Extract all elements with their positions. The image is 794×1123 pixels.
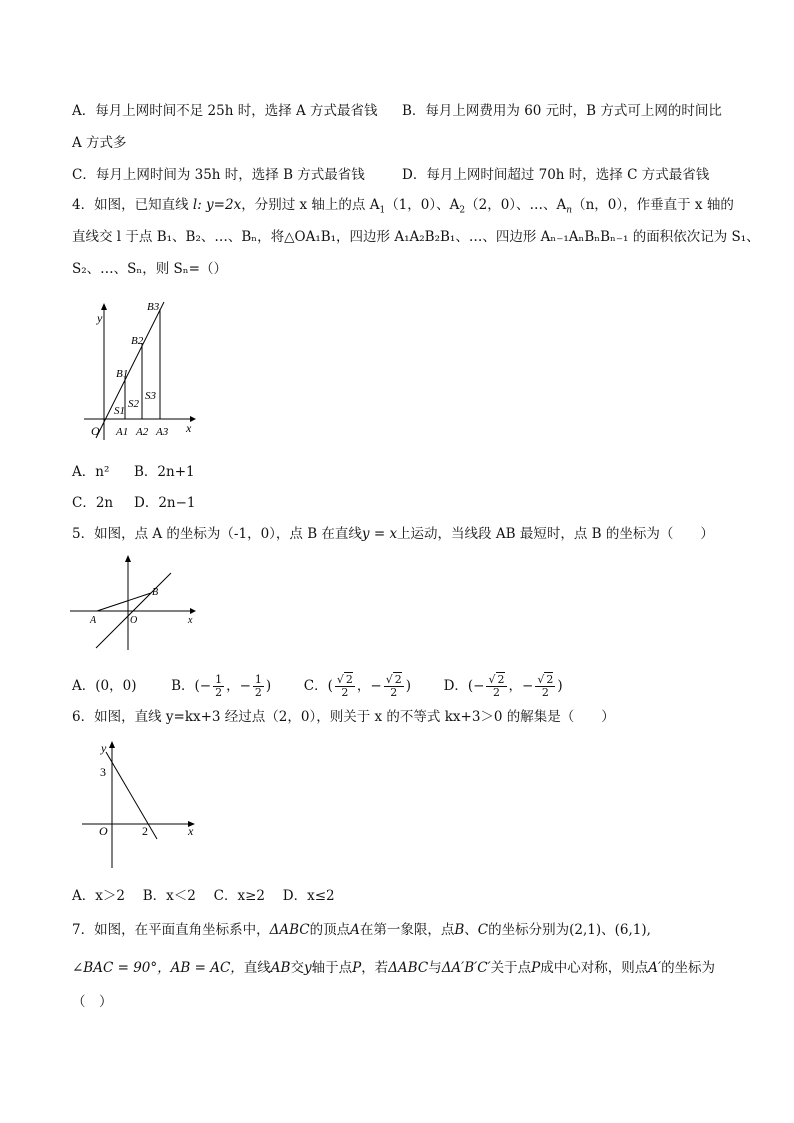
- q6-label-x: x: [188, 824, 194, 838]
- q6-figure: [78, 736, 203, 871]
- q5-stem: 5．如图，点 A 的坐标为（-1，0），点 B 在直线y = x上运动，当线段 AB 最短时，点 B 的坐标为（ ）: [72, 526, 714, 542]
- q5-y-arrow: [125, 555, 131, 562]
- q4-line-l: [96, 302, 164, 438]
- q3-option-a: A．每月上网时间不足 25h 时，选择 A 方式最省钱: [72, 103, 378, 119]
- q4-label-y: y: [97, 311, 103, 325]
- q4-stem-line2: 直线交 l 于点 B₁、B₂、…、Bₙ，将△OA₁B₁，四边形 A₁A₂B₂B₁、…、四边形 Aₙ₋₁AₙBₙBₙ₋₁ 的面积依次记为 S₁、: [72, 229, 760, 245]
- q5-option-d: D．(− $\frac{√ 2}{2}$ ，− $\frac{√ 2}{2}$ ): [443, 673, 563, 699]
- q4-label-b2: B2: [131, 335, 144, 347]
- q3-option-d: D．每月上网时间超过 70h 时，选择 C 方式最省钱: [402, 167, 710, 183]
- q7-answer-paren: （ ）: [72, 994, 113, 1010]
- q5-option-b: B．(− $\frac{1}{2}$ ，− $\frac{1}{2}$ ): [171, 673, 272, 699]
- q7-stem-line1: 7．如图，在平面直角坐标系中，ΔABC的顶点A在第一象限，点B、C的坐标分别为(2,1)、(6,1),: [72, 922, 651, 938]
- q4-option-a: A．n²: [72, 464, 110, 480]
- q4-label-b3: B3: [147, 301, 160, 313]
- q6-label-y: y: [101, 741, 107, 755]
- q4-y-arrow: [101, 303, 107, 310]
- q4-label-s2: S2: [128, 398, 139, 410]
- q5-label-x: x: [188, 615, 193, 626]
- q4-stem-line3: S₂、…、Sₙ，则 Sₙ=（）: [72, 261, 227, 277]
- q5-segment-ab: [97, 593, 151, 611]
- q6-label-2: 2: [142, 824, 148, 838]
- q4-option-d: D．2n−1: [134, 495, 196, 511]
- q5-x-arrow: [190, 608, 196, 614]
- q5-options: [72, 668, 563, 704]
- q5-label-a: A: [90, 615, 97, 626]
- q4-label-o: O: [91, 424, 100, 438]
- q5-option-a: A．(0，0): [72, 678, 137, 694]
- q5-option-c: C．( $\frac{√ 2}{2}$ ，− $\frac{√ 2}{2}$ ): [303, 673, 411, 699]
- q6-label-o: O: [99, 824, 108, 838]
- q4-option-c: C．2n: [72, 495, 114, 511]
- q3-option-b: B．每月上网费用为 60 元时，B 方式可上网的时间比: [402, 103, 722, 119]
- q4-label-a2: A2: [136, 426, 149, 438]
- q4-label-a3: A3: [156, 426, 169, 438]
- q6-options: A．x＞2 B．x＜2 C．x≥2 D．x≤2: [72, 888, 335, 904]
- q3-option-b-cont: A 方式多: [72, 135, 127, 151]
- q4-option-b: B．2n+1: [134, 464, 195, 480]
- q4-label-x: x: [186, 421, 192, 435]
- q6-line-kx3: [106, 752, 157, 839]
- q4-label-s1: S1: [114, 405, 125, 417]
- q4-label-a1: A1: [116, 426, 129, 438]
- q5-figure: [68, 552, 203, 652]
- q5-label-o: O: [130, 615, 138, 626]
- q4-label-s3: S3: [145, 390, 156, 402]
- q5-label-b: B: [152, 587, 159, 598]
- q6-label-3: 3: [100, 765, 106, 779]
- q4-stem-line1: 4．如图，已知直线 l: y=2x，分别过 x 轴上的点 $A_1(1$，0）、$A_2(2$，0）、…、$A_n(n$，0），作垂直于 x 轴的: [72, 197, 734, 216]
- q6-y-arrow: [109, 741, 115, 748]
- q3-option-c: C．每月上网时间为 35h 时，选择 B 方式最省钱: [72, 167, 365, 183]
- q4-figure: [80, 290, 210, 445]
- q4-label-b1: B1: [116, 368, 129, 380]
- q7-stem-line2: ∠BAC = 90°，AB = AC，直线AB交y轴于点P，若ΔABC与ΔA′B′C′关于点P成中心对称，则点A′的坐标为: [72, 960, 716, 976]
- q6-stem: 6．如图，直线 y=kx+3 经过点（2，0），则关于 x 的不等式 kx+3＞0 的解集是（ ）: [72, 709, 615, 725]
